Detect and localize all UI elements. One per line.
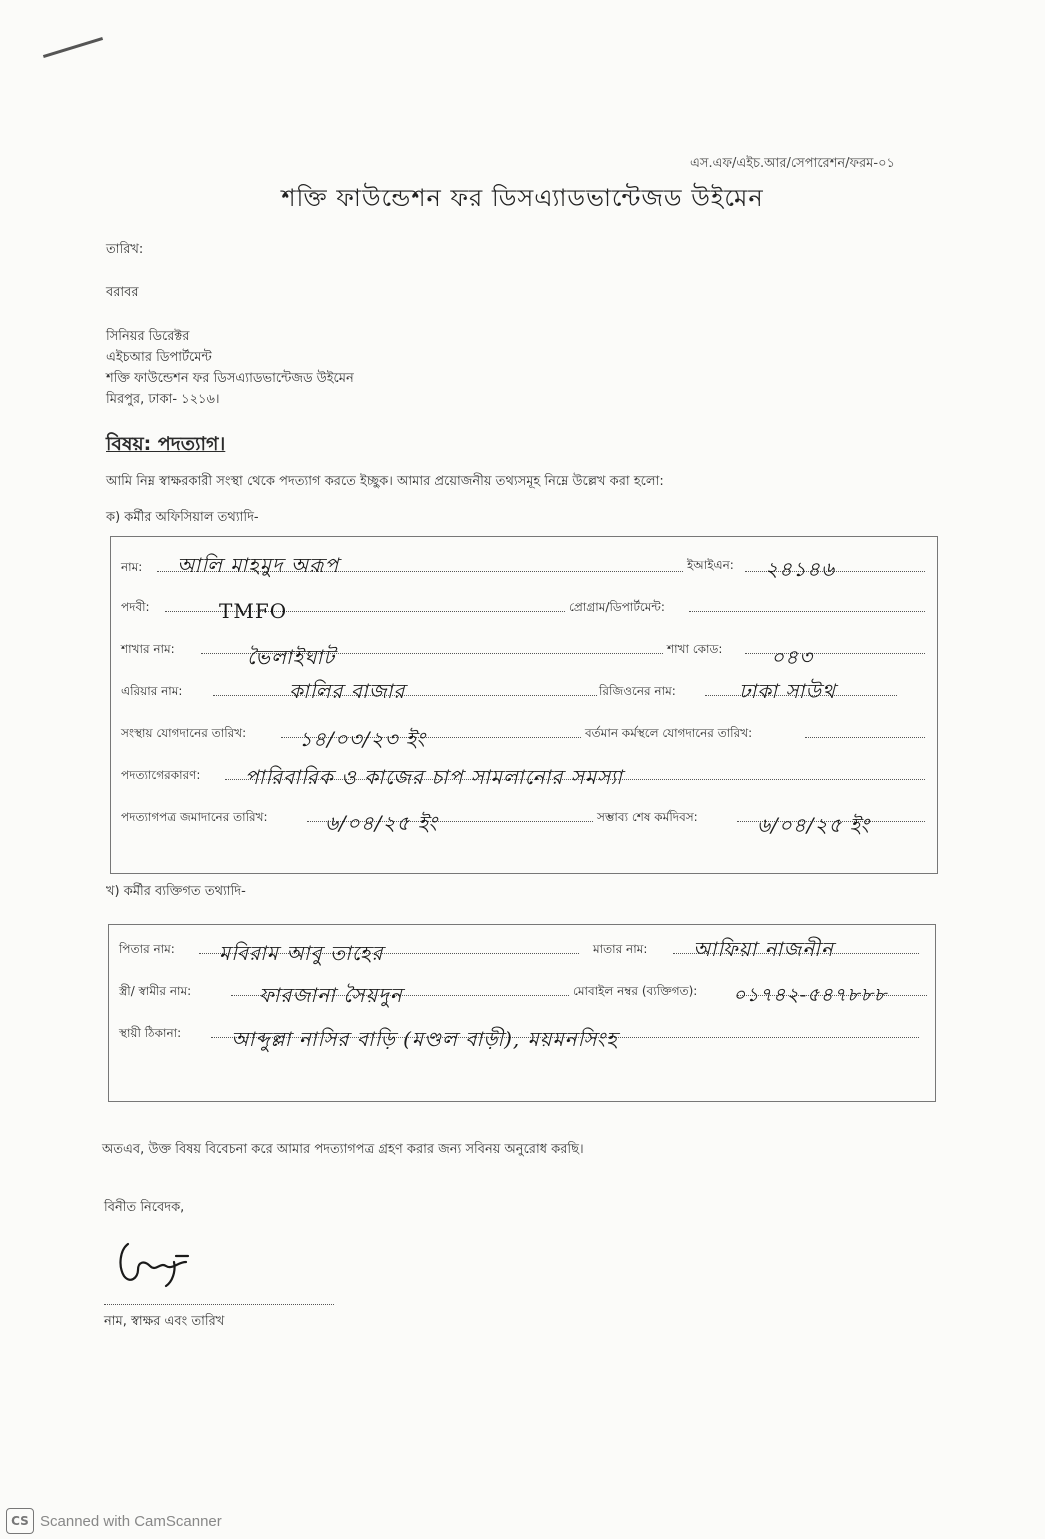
reason-label: পদত্যাগেরকারণ:	[121, 768, 201, 782]
camscanner-logo-icon: CS	[6, 1508, 34, 1534]
section-a-heading: ক) কর্মীর অফিসিয়াল তথ্যাদি-	[106, 510, 259, 525]
recipient-line: মিরপুর, ঢাকা- ১২১৬।	[106, 392, 220, 407]
mother-value: আফিয়া নাজনীন	[693, 937, 834, 961]
signature-line[interactable]	[104, 1290, 334, 1305]
section-b-heading: খ) কর্মীর ব্যক্তিগত তথ্যাদি-	[106, 884, 246, 899]
current-join-field[interactable]	[805, 723, 925, 738]
father-label: পিতার নাম:	[119, 942, 175, 956]
area-row	[121, 681, 927, 703]
scanner-footer	[0, 1503, 330, 1539]
mobile-label: মোবাইল নম্বর (ব্যক্তিগত):	[573, 984, 698, 998]
spouse-label: স্ত্রী/ স্বামীর নাম:	[119, 984, 192, 998]
last-day-label: সম্ভাব্য শেষ কর্মদিবস:	[597, 810, 698, 824]
recipient-address	[106, 326, 354, 410]
scanner-watermark: Scanned with CamScanner	[40, 1512, 222, 1530]
form-code: এস.এফ/এইচ.আর/সেপারেশন/ফরম-০১	[690, 156, 895, 171]
branch-code-label: শাখা কোড:	[667, 642, 723, 656]
mobile-value: ০১৭৪২-৫৪৭৮৮৮	[733, 984, 888, 1006]
date-label: তারিখ:	[106, 242, 144, 257]
branch-code-value: ০৪৩	[771, 645, 813, 669]
submit-date-row	[121, 807, 927, 837]
join-date-label: সংস্থায় যোগদানের তারিখ:	[121, 726, 247, 740]
area-label: এরিয়ার নাম:	[121, 684, 183, 698]
reason-value: পারিবারিক ও কাজের চাপ সামলানোর সমস্যা	[245, 765, 623, 789]
mother-label: মাতার নাম:	[593, 942, 648, 956]
last-day-value: ৬/০৪/২৫ ইং	[757, 813, 870, 837]
personal-info-box	[108, 924, 936, 1102]
organization-title: শক্তি ফাউন্ডেশন ফর ডিসএ্যাডভান্টেজড উইমেন	[281, 184, 764, 212]
recipient-line: সিনিয়র ডিরেক্টর	[106, 329, 190, 344]
name-label: নাম:	[121, 560, 143, 574]
reason-row	[121, 765, 927, 787]
spouse-row	[119, 981, 925, 1007]
designation-value: TMFO	[219, 599, 288, 623]
current-join-label: বর্তমান কর্মস্থলে যোগদানের তারিখ:	[585, 726, 753, 740]
pen-stroke-mark	[43, 37, 103, 58]
signature-caption: নাম, স্বাক্ষর এবং তারিখ	[104, 1314, 225, 1329]
designation-row	[121, 597, 927, 623]
father-value: মবিরাম আবু তাহের	[219, 941, 384, 965]
name-value: আলি মাহমুদ অরূপ	[177, 553, 340, 577]
address-value: আব্দুল্লা নাসির বাড়ি (মণ্ডল বাড়ী), ময়মনসিংহ	[231, 1027, 618, 1051]
ein-value: ২৪১৪৬	[765, 557, 835, 581]
parents-row	[119, 937, 925, 965]
spouse-value: ফারজানা সৈয়দুন	[259, 983, 403, 1007]
branch-label: শাখার নাম:	[121, 642, 175, 656]
program-label: প্রোগ্রাম/ডিপার্টমেন্ট:	[569, 600, 665, 614]
program-field[interactable]	[689, 597, 925, 612]
closing-paragraph: অতএব, উক্ত বিষয় বিবেচনা করে আমার পদত্যাগপত্র গ্রহণ করার জন্য সবিনয় অনুরোধ করছি।	[102, 1142, 584, 1157]
address-row	[119, 1023, 925, 1051]
area-value: কালির বাজার	[289, 679, 406, 703]
signature-drawing	[116, 1232, 196, 1292]
designation-label: পদবী:	[121, 600, 150, 614]
address-label: স্থায়ী ঠিকানা:	[119, 1026, 182, 1040]
region-value: ঢাকা সাউথ	[739, 679, 836, 703]
region-label: রিজিওনের নাম:	[599, 684, 676, 698]
ein-label: ইআইএন:	[687, 558, 734, 572]
to-label: বরাবর	[106, 285, 139, 300]
sign-off: বিনীত নিবেদক,	[104, 1200, 185, 1215]
join-date-row	[121, 723, 927, 751]
name-row	[121, 553, 927, 581]
recipient-line: শক্তি ফাউন্ডেশন ফর ডিসএ্যাডভান্টেজড উইমেন	[106, 371, 354, 386]
subject-heading: বিষয়: পদত্যাগ।	[106, 433, 226, 455]
join-date-value: ১৪/০৩/২৩ ইং	[299, 727, 426, 751]
official-info-box	[110, 536, 938, 874]
submit-date-label: পদত্যাগপত্র জমাদানের তারিখ:	[121, 810, 268, 824]
branch-value: ভৈলাইঘাট	[247, 645, 336, 669]
branch-row	[121, 639, 927, 669]
intro-paragraph: আমি নিম্ন স্বাক্ষরকারী সংস্থা থেকে পদত্যাগ করতে ইচ্ছুক। আমার প্রয়োজনীয় তথ্যসমূহ নিম্নে উল্লেখ করা হলো:	[106, 474, 664, 489]
submit-date-value: ৬/০৪/২৫ ইং	[325, 811, 438, 835]
recipient-line: এইচআর ডিপার্টমেন্ট	[106, 350, 212, 365]
